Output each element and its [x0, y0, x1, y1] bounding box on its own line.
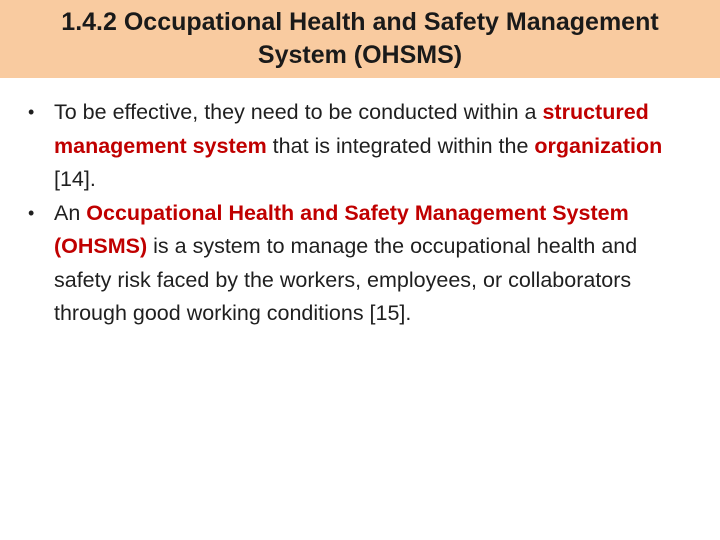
bullet-list	[28, 96, 688, 331]
bullet-item-ohsms-definition	[28, 197, 688, 331]
title-band	[0, 0, 720, 78]
bullet-text: An	[54, 200, 87, 225]
bullet-item-effectiveness	[28, 96, 688, 197]
bullet-marker: •	[28, 102, 35, 122]
bullet-text: [14].	[54, 167, 96, 191]
highlight-ohsms: Occupational Health and Safety Management System (OHSMS)	[54, 200, 629, 258]
slide-title-line-1: 1.4.2 Occupational Health and Safety Management	[61, 8, 659, 36]
bullet-marker: •	[28, 202, 35, 223]
slide-title-line-2: System (OHSMS)	[257, 41, 463, 69]
bullet-text: that is integrated within the	[266, 133, 535, 158]
highlight-organization: organization	[534, 133, 663, 158]
bullet-text: is a system to manage the occupational health and safety risk faced by the workers, employees, or collaborators through good working conditions [15].	[54, 234, 638, 325]
bullet-text: To be effective, they need to be conducted within a	[54, 100, 543, 124]
slide-title	[0, 6, 720, 72]
slide-body	[28, 96, 688, 331]
highlight-structured-management-system: structured management system	[54, 100, 649, 158]
